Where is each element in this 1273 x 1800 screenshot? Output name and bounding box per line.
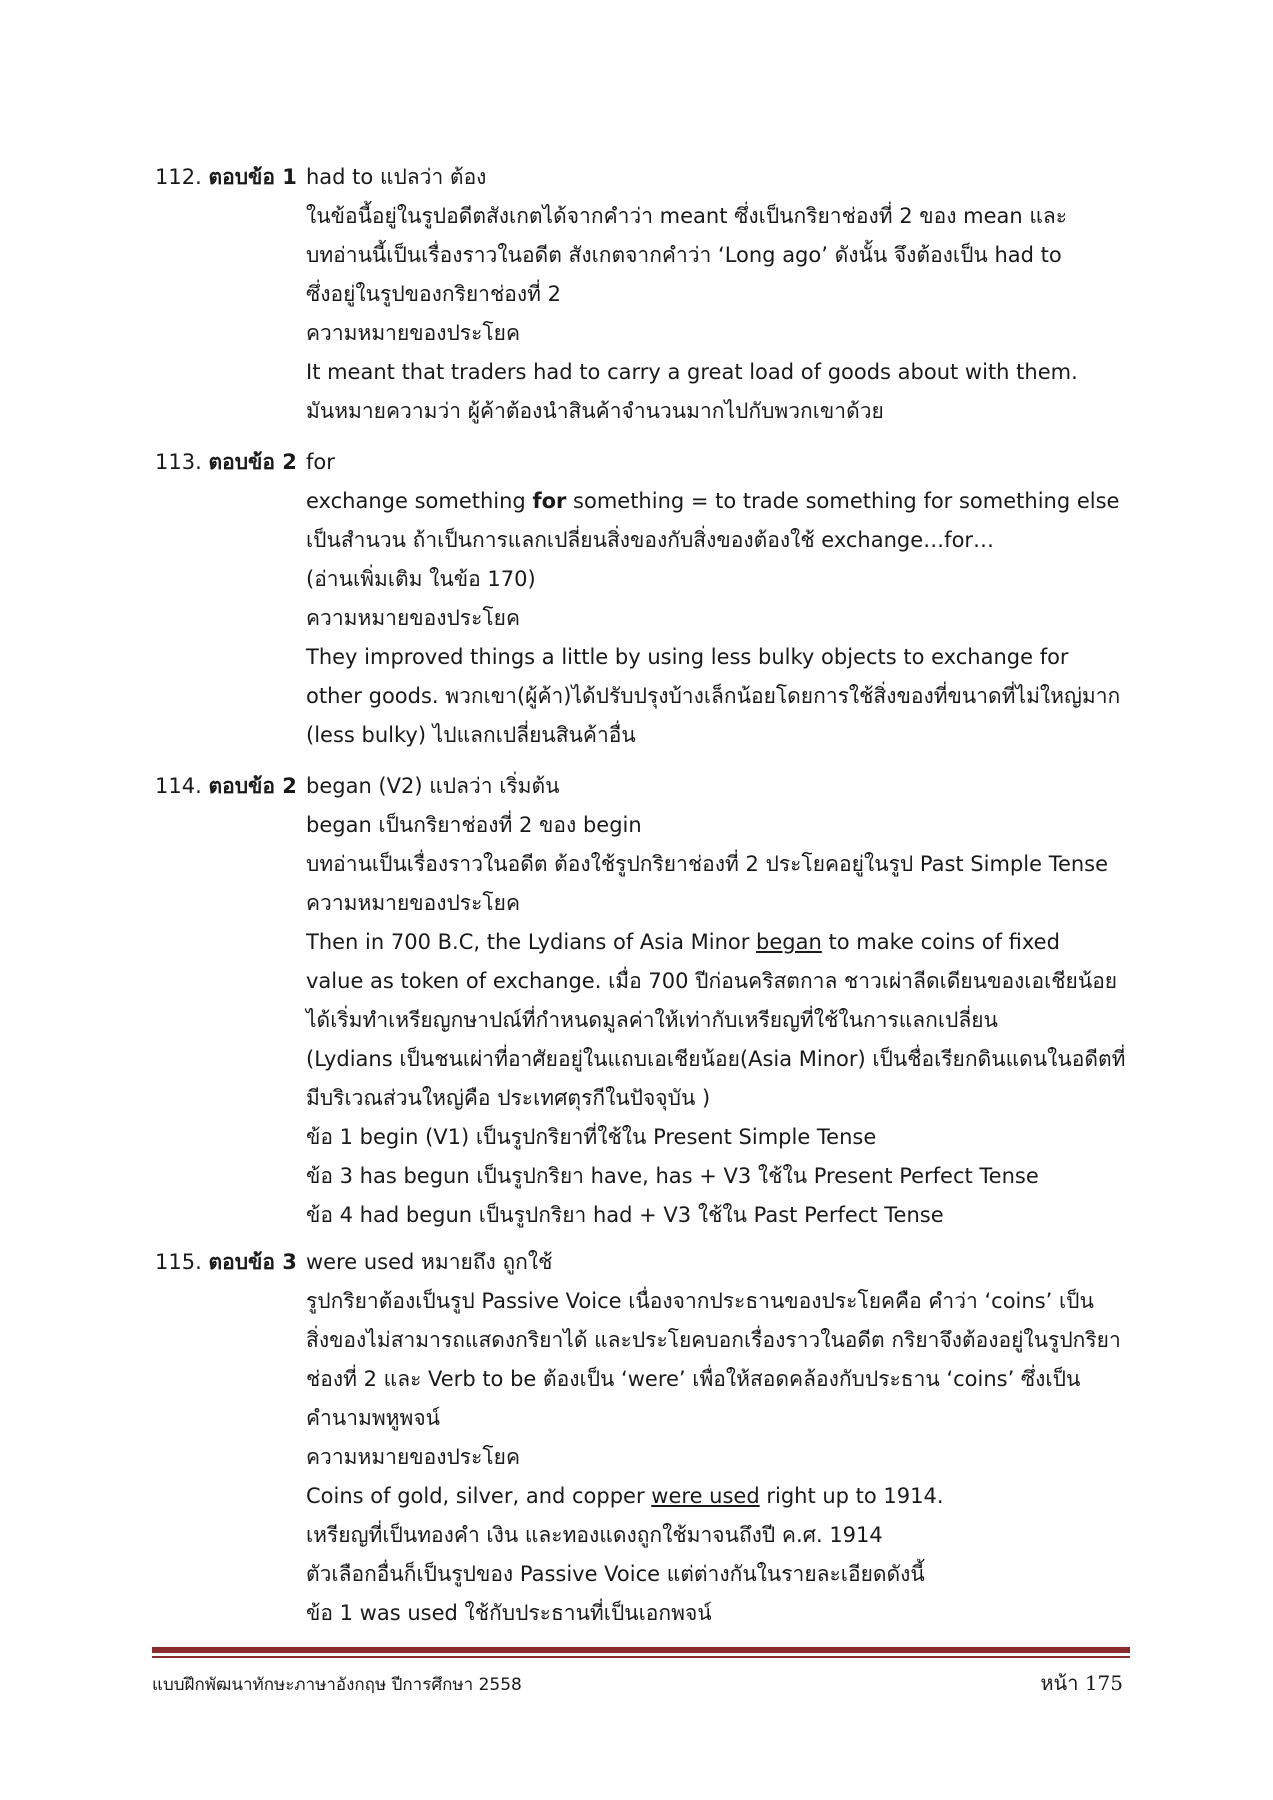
item-number: 115. (155, 1250, 202, 1274)
item-number-row (155, 767, 297, 806)
idiom-post: something = to trade something for something else (566, 489, 1120, 513)
item-body (306, 158, 1146, 431)
explanation-line: ซึ่งอยู่ในรูปของกริยาช่องที่ 2 (306, 282, 561, 306)
explanation-line: รูปกริยาต้องเป็นรูป Passive Voice เนื่องจากประธานของประโยคคือ คำว่า ‘coins’ เป็น (306, 1289, 1094, 1313)
explanation-line: began เป็นกริยาช่องที่ 2 ของ begin (306, 813, 642, 837)
footer-rule-thick (152, 1647, 1130, 1653)
sentence-post: right up to 1914. (759, 1484, 944, 1508)
meaning-heading: ความหมายของประโยค (306, 321, 520, 345)
idiom-pre: exchange something (306, 489, 533, 513)
answer-text: began (V2) แปลว่า เริ่มต้น (306, 774, 560, 798)
meaning-heading: ความหมายของประโยค (306, 891, 520, 915)
translation-line: (less bulky) ไปแลกเปลี่ยนสินค้าอื่น (306, 723, 636, 747)
item-number: 114. (155, 774, 202, 798)
note-line: มีบริเวณส่วนใหญ่คือ ประเทศตุรกีในปัจจุบัน ) (306, 1086, 711, 1110)
item-body (306, 443, 1146, 755)
answer-text: for (306, 450, 335, 474)
explanation-line: สิ่งของไม่สามารถแสดงกริยาได้ และประโยคบอกเรื่องราวในอดีต กริยาจึงต้องอยู่ในรูปกริยา (306, 1328, 1121, 1352)
meaning-heading: ความหมายของประโยค (306, 1445, 520, 1469)
translation-line: เหรียญที่เป็นทองคำ เงิน และทองแดงถูกใช้มาจนถึงปี ค.ศ. 1914 (306, 1523, 883, 1547)
choice-note: ข้อ 1 was used ใช้กับประธานที่เป็นเอกพจน์ (306, 1601, 712, 1625)
explanation-line: คำนามพหูพจน์ (306, 1406, 441, 1430)
item-number-row (155, 443, 297, 482)
idiom-line (306, 482, 1146, 521)
example-sentence: It meant that traders had to carry a great load of goods about with them. (306, 360, 1078, 384)
sentence-post: to make coins of fixed (821, 930, 1060, 954)
underlined-answer: began (756, 930, 822, 954)
translation-line: value as token of exchange. เมื่อ 700 ปีก่อนคริสตกาล ชาวเผ่าลีดเดียนของเอเชียน้อย (306, 969, 1118, 993)
idiom-bold: for (532, 489, 567, 513)
explanation-line: ตัวเลือกอื่นก็เป็นรูปของ Passive Voice แต่ต่างกันในรายละเอียดดังนี้ (306, 1562, 925, 1586)
answer-label: ตอบข้อ 3 (208, 1250, 297, 1274)
choice-note: ข้อ 1 begin (V1) เป็นรูปกริยาที่ใช้ใน Present Simple Tense (306, 1125, 877, 1149)
page-number: หน้า 175 (1040, 1671, 1123, 1695)
explanation-line: ช่องที่ 2 และ Verb to be ต้องเป็น ‘were’ เพื่อให้สอดคล้องกับประธาน ‘coins’ ซึ่งเป็น (306, 1367, 1081, 1391)
translation-line: มันหมายความว่า ผู้ค้าต้องนำสินค้าจำนวนมากไปกับพวกเขาด้วย (306, 399, 884, 423)
choice-note: ข้อ 4 had begun เป็นรูปกริยา had + V3 ใช้ใน Past Perfect Tense (306, 1203, 944, 1227)
answer-text: were used หมายถึง ถูกใช้ (306, 1250, 553, 1274)
meaning-heading: ความหมายของประโยค (306, 606, 520, 630)
choice-note: ข้อ 3 has begun เป็นรูปกริยา have, has + V3 ใช้ใน Present Perfect Tense (306, 1164, 1039, 1188)
example-sentence (306, 1477, 1146, 1516)
answer-text: had to แปลว่า ต้อง (306, 165, 487, 189)
note-line: (Lydians เป็นชนเผ่าที่อาศัยอยู่ในแถบเอเชียน้อย(Asia Minor) เป็นชื่อเรียกดินแดนในอดีตที่ (306, 1047, 1126, 1071)
explanation-line: (อ่านเพิ่มเติม ในข้อ 170) (306, 567, 536, 591)
explanation-line: ในข้อนี้อยู่ในรูปอดีตสังเกตได้จากคำว่า meant ซึ่งเป็นกริยาช่องที่ 2 ของ mean และ (306, 204, 1068, 228)
explanation-line: บทอ่านเป็นเรื่องราวในอดีต ต้องใช้รูปกริยาช่องที่ 2 ประโยคอยู่ในรูป Past Simple Tense (306, 852, 1109, 876)
answer-label: ตอบข้อ 2 (208, 450, 297, 474)
example-sentence (306, 923, 1146, 962)
underlined-answer: were used (651, 1484, 760, 1508)
item-number-row (155, 158, 297, 197)
translation-line: ได้เริ่มทำเหรียญกษาปณ์ที่กำหนดมูลค่าให้เท่ากับเหรียญที่ใช้ในการแลกเปลี่ยน (306, 1008, 998, 1032)
example-sentence: They improved things a little by using less bulky objects to exchange for (306, 645, 1069, 669)
explanation-line: เป็นสำนวน ถ้าเป็นการแลกเปลี่ยนสิ่งของกับสิ่งของต้องใช้ exchange…for… (306, 528, 995, 552)
item-number-row (155, 1243, 297, 1282)
explanation-line: บทอ่านนี้เป็นเรื่องราวในอดีต สังเกตจากคำว่า ‘Long ago’ ดังนั้น จึงต้องเป็น had to (306, 243, 1062, 267)
answer-label: ตอบข้อ 2 (208, 774, 297, 798)
item-number: 112. (155, 165, 202, 189)
item-body (306, 1243, 1146, 1633)
item-number: 113. (155, 450, 202, 474)
sentence-pre: Coins of gold, silver, and copper (306, 1484, 652, 1508)
footer-title: แบบฝึกพัฒนาทักษะภาษาอังกฤษ ปีการศึกษา 2558 (152, 1675, 522, 1695)
sentence-pre: Then in 700 B.C, the Lydians of Asia Minor (306, 930, 757, 954)
footer-rule-thin (152, 1656, 1130, 1658)
item-body (306, 767, 1146, 1235)
answer-label: ตอบข้อ 1 (208, 165, 297, 189)
translation-line: other goods. พวกเขา(ผู้ค้า)ได้ปรับปรุงบ้างเล็กน้อยโดยการใช้สิ่งของที่ขนาดที่ไม่ใหญ่มาก (306, 684, 1121, 708)
